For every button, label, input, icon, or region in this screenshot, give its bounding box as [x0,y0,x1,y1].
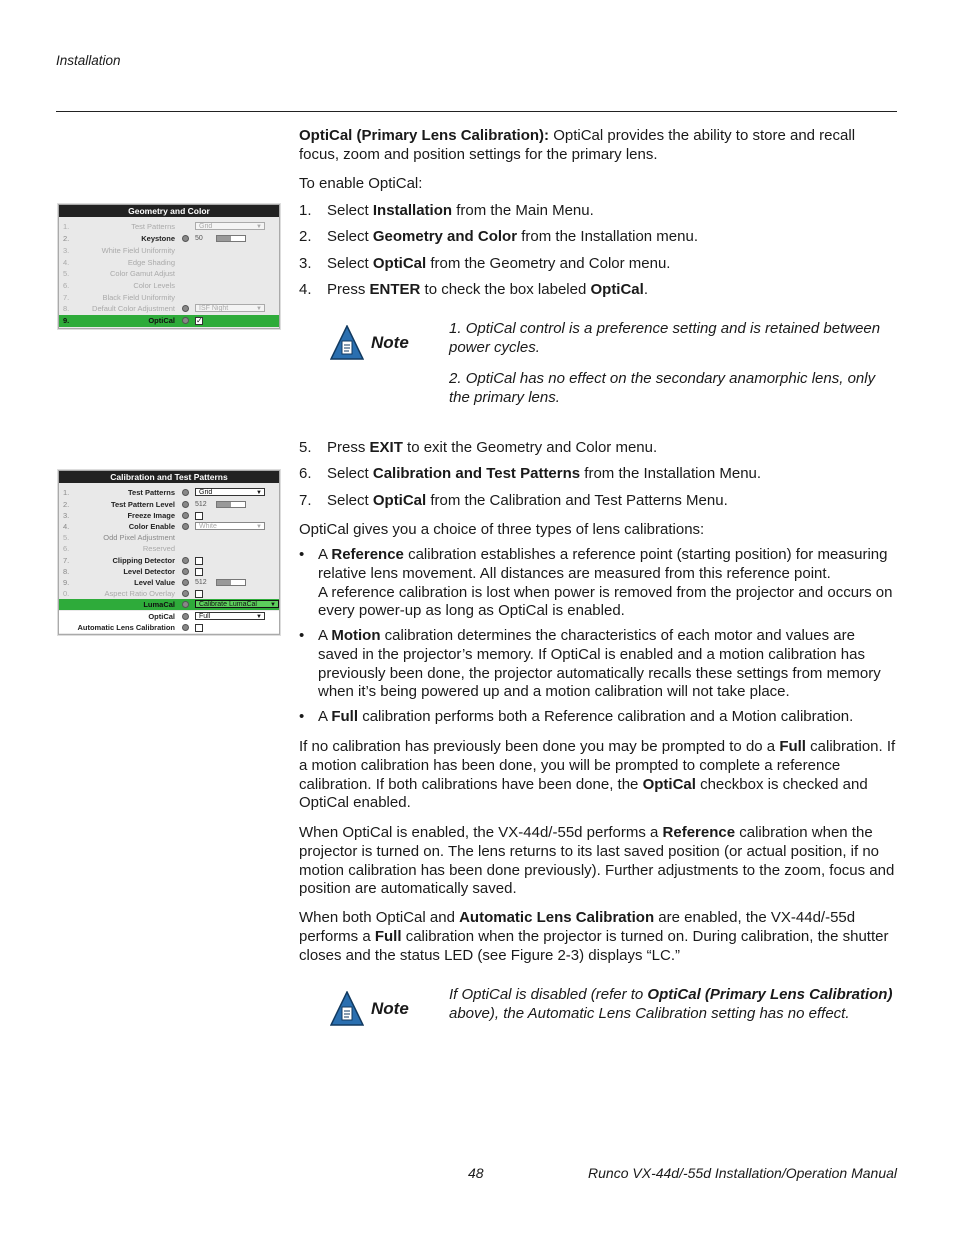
paragraph-3: When both OptiCal and Automatic Lens Calibration are enabled, the VX-44d/-55d performs a Full calibration when the projector is turned on. During calibration, the shutter closes and the status LED (see Figure 2-3) displays “LC.” [299,909,889,964]
menu-row-odd-pixel-adjustment[interactable]: 5. Odd Pixel Adjustment [63,533,175,542]
step-1: 1. Select Installation from the Main Menu. [299,202,594,219]
menu-title: Geometry and Color [59,205,279,217]
step-2: 2. Select Geometry and Color from the Installation menu. [299,228,698,245]
adjust-icon [182,579,189,586]
adjust-icon [182,489,189,496]
note-label: Note [371,999,409,1018]
bullet-full: • A Full calibration performs both a Reference calibration and a Motion calibration. [299,708,854,725]
slider[interactable] [216,501,246,508]
adjust-icon [182,305,189,312]
dropdown[interactable]: Grid ▼ [195,488,265,496]
adjust-icon [182,317,189,324]
page-number: 48 [468,1165,484,1181]
menu-row-color-gamut-adjust[interactable]: 5. Color Gamut Adjust [63,269,175,278]
menu-row-clipping-detector[interactable]: 7. Clipping Detector [59,555,279,566]
manual-title: Runco VX-44d/-55d Installation/Operation Manual [588,1165,897,1181]
note-icon [330,325,364,366]
menu-row-level-value[interactable]: 9. Level Value 512 [59,577,279,588]
dropdown[interactable]: Full ▼ [195,612,265,620]
menu-row-automatic-lens-calibration[interactable]: Automatic Lens Calibration [59,622,279,633]
intro-term: OptiCal (Primary Lens Calibration): [299,127,550,144]
menu-row-lumacal[interactable]: LumaCal Calibrate LumaCal ▼ [59,599,279,610]
menu-row-level-detector[interactable]: 8. Level Detector [59,566,279,577]
note-item-2: 2. OptiCal has no effect on the secondary anamorphic lens, only the primary lens. [449,370,876,406]
note-2-text: If OptiCal is disabled (refer to OptiCal (Primary Lens Calibration) above), the Automatic Lens Calibration setting has no effect. [449,986,893,1022]
adjust-icon [182,568,189,575]
menu-row-optical[interactable]: OptiCal Full ▼ [59,611,279,622]
adjust-icon [182,590,189,597]
step-4: 4. Press ENTER to check the box labeled OptiCal. [299,281,648,298]
checkbox[interactable] [195,624,203,632]
enable-intro: To enable OptiCal: [299,175,423,192]
menu-row-test-patterns[interactable]: 1. Test Patterns Grid ▼ [59,221,279,232]
step-3: 3. Select OptiCal from the Geometry and Color menu. [299,255,671,272]
menu-row-color-enable[interactable]: 4. Color Enable White ▼ [59,521,279,532]
dropdown[interactable]: White ▼ [195,522,265,530]
section-label: Installation [56,53,121,68]
bullet-motion: • A Motion calibration determines the characteristics of each motor and values are saved in the projector’s memory. If OptiCal is enabled and a motion calibration has previously been done, the projector automatically recalls these settings from memory when it’s being powered up and a motion calibration will not take place. [299,627,881,701]
checkbox[interactable] [195,512,203,520]
choice-intro: OptiCal gives you a choice of three types of lens calibrations: [299,521,705,538]
menu-row-freeze-image[interactable]: 3. Freeze Image [59,510,279,521]
adjust-icon [182,613,189,620]
menu-calibration-and-test-patterns [58,470,280,635]
paragraph-1: If no calibration has previously been done you may be prompted to do a Full calibration. If a motion calibration has been done, you will be prompted to complete a reference calibration. If both calibrations have been done, the OptiCal checkbox is checked and OptiCal enabled. [299,738,896,812]
note-label: Note [371,333,409,352]
step-5: 5. Press EXIT to exit the Geometry and Color menu. [299,439,658,456]
checkbox[interactable] [195,568,203,576]
menu-row-aspect-ratio-overlay[interactable]: 0. Aspect Ratio Overlay [59,588,279,599]
menu-row-test-patterns[interactable]: 1. Test Patterns Grid ▼ [59,487,279,498]
adjust-icon [182,601,189,608]
menu-row-test-pattern-level[interactable]: 2. Test Pattern Level 512 [59,499,279,510]
menu-title: Calibration and Test Patterns [59,471,279,483]
bullet-reference: • A Reference calibration establishes a reference point (starting position) for measuring relative lens movement. All distances are measured from this reference point. A reference calibration is lost when power is removed from the projector and occurs on every power-up as long as OptiCal is enabled. [299,546,893,620]
checkbox[interactable] [195,590,203,598]
menu-row-reserved[interactable]: 6. Reserved [63,544,175,553]
adjust-icon [182,523,189,530]
slider[interactable] [216,579,246,586]
note-item-1: 1. OptiCal control is a preference setting and is retained between power cycles. [449,320,881,356]
menu-row-black-field-uniformity[interactable]: 7. Black Field Uniformity [63,293,175,302]
adjust-icon [182,557,189,564]
checkbox[interactable] [195,557,203,565]
step-7: 7. Select OptiCal from the Calibration and Test Patterns Menu. [299,492,728,509]
header-rule [56,111,897,112]
menu-row-color-levels[interactable]: 6. Color Levels [63,281,175,290]
optical-checkbox[interactable]: ✓ [196,316,203,325]
menu-row-edge-shading[interactable]: 4. Edge Shading [63,258,175,267]
adjust-icon [182,512,189,519]
dropdown[interactable]: Grid ▼ [195,222,265,230]
menu-row-keystone[interactable]: 2. Keystone 50 [59,233,279,244]
menu-row-optical[interactable]: 9. OptiCal ✓ [59,315,279,327]
step-6: 6. Select Calibration and Test Patterns from the Installation Menu. [299,465,762,482]
paragraph-2: When OptiCal is enabled, the VX-44d/-55d performs a Reference calibration when the projector is turned on. The lens returns to its last saved position (or actual position, if no motion calibration has been done previously). Further adjustments to the zoom, focus and position are automatically saved. [299,824,895,898]
adjust-icon [182,624,189,631]
menu-row-white-field-uniformity[interactable]: 3. White Field Uniformity [63,246,175,255]
slider[interactable] [216,235,246,242]
dropdown[interactable]: Calibrate LumaCal ▼ [195,600,279,608]
adjust-icon [182,235,189,242]
dropdown[interactable]: ISF Night ▼ [195,304,265,312]
intro-paragraph [299,127,897,165]
menu-row-default-color-adjustment[interactable]: 8. Default Color Adjustment ISF Night ▼ [59,303,279,314]
menu-geometry-and-color [58,204,280,329]
note-icon [330,991,364,1032]
adjust-icon [182,501,189,508]
intro-text: OptiCal provides the ability to store and recall focus, zoom and position settings for the primary lens. [299,127,856,163]
